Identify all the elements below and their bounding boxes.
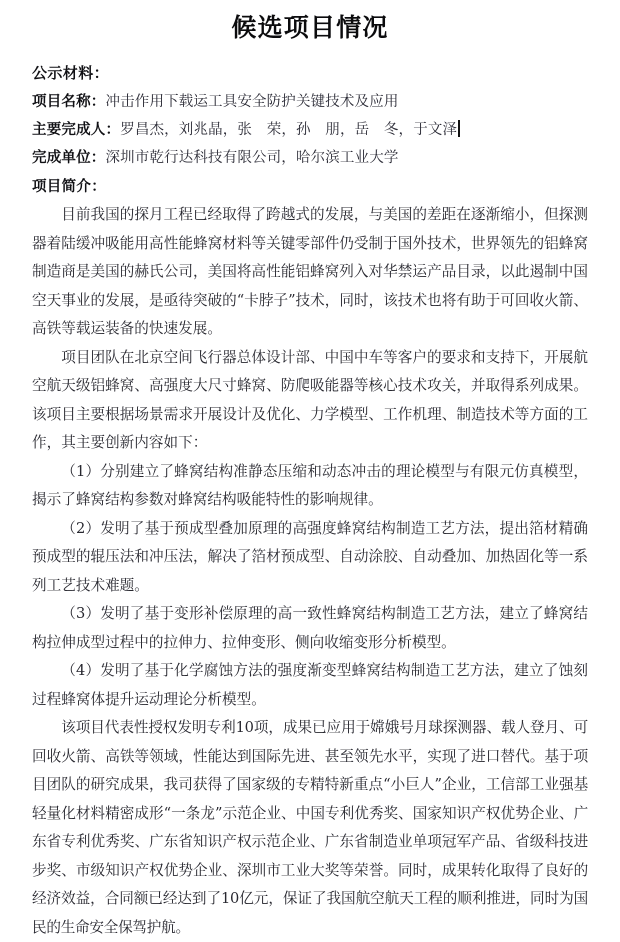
field-value-main-contributors: 罗昌杰，刘兆晶，张 荣，孙 朋，岳 冬，于文泽 xyxy=(120,122,458,138)
paragraph-innovation-3: （3）发明了基于变形补偿原理的高一致性蜂窝结构制造工艺方法，建立了蜂窝结构拉伸成型过程中的拉伸力、拉伸变形、侧向收缩变形分析模型。 xyxy=(32,605,588,651)
section-heading-public-notice: 公示材料： xyxy=(32,64,110,82)
field-value-project-name: 冲击作用下载运工具安全防护关键技术及应用 xyxy=(105,94,399,110)
field-value-completing-units: 深圳市乾行达科技有限公司，哈尔滨工业大学 xyxy=(105,150,399,166)
field-label-completing-units: 完成单位： xyxy=(32,149,106,166)
field-label-project-name: 项目名称： xyxy=(32,93,106,110)
paragraph-background: 目前我国的探月工程已经取得了跨越式的发展，与美国的差距在逐渐缩小，但探测器着陆缓冲吸能用高性能蜂窝材料等关键零部件仍受制于国外技术，世界领先的铝蜂窝制造商是美国的赫氏公司，美国将高性能铝蜂窝列入对华禁运产品目录，以此遏制中国空天事业的发展，是亟待突破的“卡脖子”技术，同时，该技术也将有助于可回收火箭、高铁等载运装备的快速发展。 xyxy=(32,206,588,337)
field-project-name xyxy=(32,88,588,116)
paragraph-team-achievements: 项目团队在北京空间飞行器总体设计部、中国中车等客户的要求和支持下，开展航空航天级铝蜂窝、高强度大尺寸蜂窝、防爬吸能器等核心技术攻关，并取得系列成果。该项目主要根据场景需求开展设计及优化、力学模型、工作机理、制造技术等方面的工作，其主要创新内容如下： xyxy=(32,348,588,451)
field-label-main-contributors: 主要完成人： xyxy=(32,121,121,138)
field-completing-units xyxy=(32,144,588,172)
paragraph-innovation-2: （2）发明了基于预成型叠加原理的高强度蜂窝结构制造工艺方法，提出箔材精确预成型的辊压法和冲压法，解决了箔材预成型、自动涂胶、自动叠加、加热固化等一系列工艺技术难题。 xyxy=(32,519,588,594)
field-main-contributors xyxy=(32,116,588,144)
text-cursor-caret xyxy=(458,120,460,137)
paragraph-outcomes-and-honors: 该项目代表性授权发明专利10项，成果已应用于嫦娥号月球探测器、载人登月、可回收火箭、高铁等领域，性能达到国际先进、甚至领先水平，实现了进口替代。基于项目团队的研究成果，我司获得了国家级的专精特新重点“小巨人”企业，工信部工业强基轻量化材料精密成形“一条龙”示范企业、中国专利优秀奖、国家知识产权优势企业、广东省专利优秀奖、广东省知识产权示范企业、广东省制造业单项冠军产品、省级科技进步奖、市级知识产权优势企业、深圳市工业大奖等荣誉。同时，成果转化取得了良好的经济效益，合同额已经达到了10亿元，保证了我国航空航天工程的顺利推进，同时为国民的生命安全保驾护航。 xyxy=(32,719,588,936)
page-title: 候选项目情况 xyxy=(231,13,389,42)
paragraph-innovation-1: （1）分别建立了蜂窝结构准静态压缩和动态冲击的理论模型与有限元仿真模型，揭示了蜂窝结构参数对蜂窝结构吸能特性的影响规律。 xyxy=(32,462,588,508)
document-body xyxy=(0,59,620,942)
paragraph-innovation-4: （4）发明了基于化学腐蚀方法的强度渐变型蜂窝结构制造工艺方法，建立了蚀刻过程蜂窝体提升运动理论分析模型。 xyxy=(32,662,588,708)
section-heading-project-intro: 项目简介： xyxy=(32,178,106,195)
